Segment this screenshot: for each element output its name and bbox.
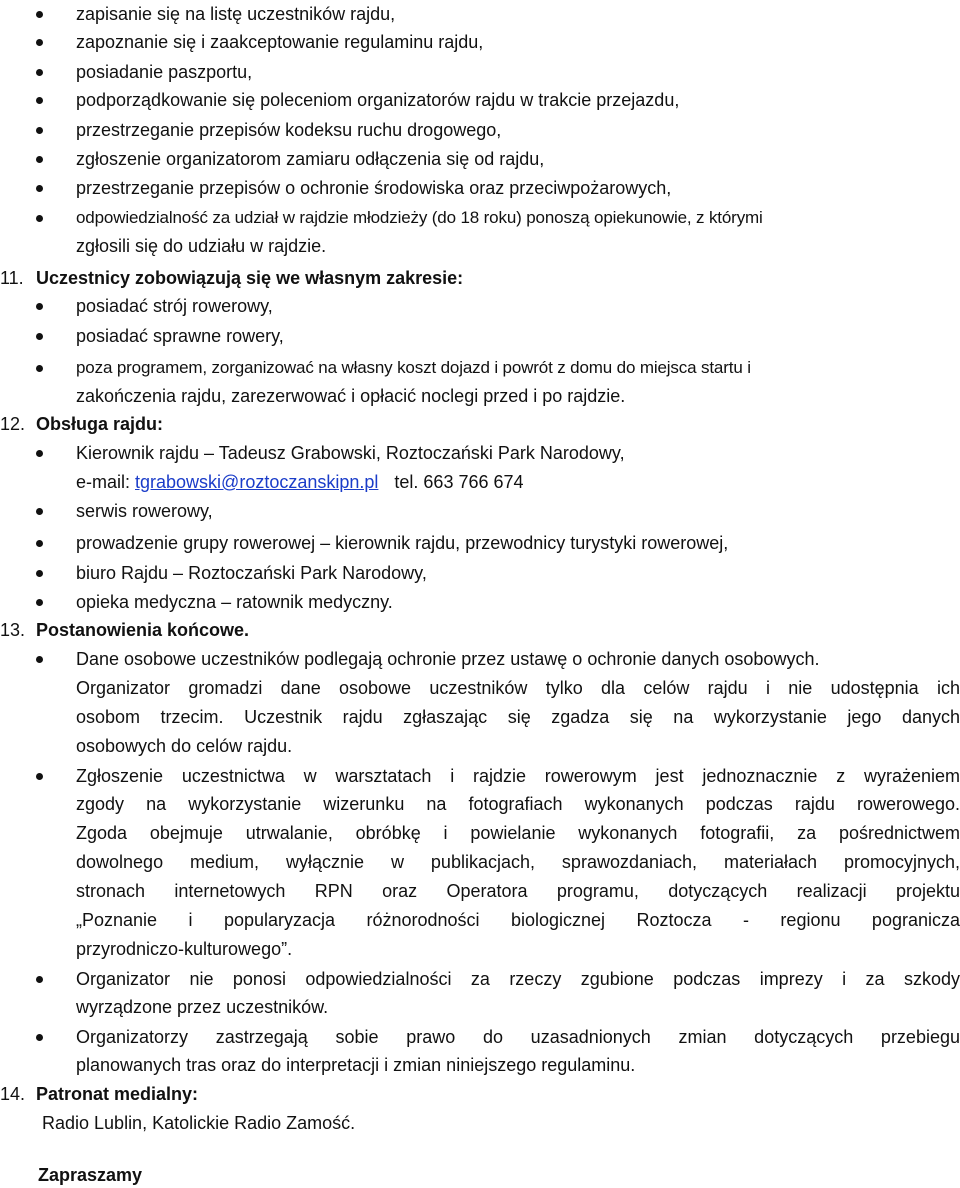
section-heading-13: 13. Postanowienia końcowe. — [0, 620, 250, 640]
bullet-icon — [36, 773, 43, 780]
bullet-icon — [36, 185, 43, 192]
bullet-icon — [36, 570, 43, 577]
bullet-icon — [36, 1034, 43, 1041]
bullet-icon — [36, 303, 43, 310]
bullet-icon — [36, 69, 43, 76]
bullet-icon — [36, 127, 43, 134]
section-heading-14: 14. Patronat medialny: — [0, 1084, 199, 1104]
bullet-icon — [36, 599, 43, 606]
document-page: zapisanie się na listę uczestników rajdu, zapoznanie się i zaakceptowanie regulaminu rajdu, posiadanie paszportu, podporządkowanie się poleceniom organizatorów rajdu w trakcie przejazdu, przestrzeganie przepisów kodeksu ruchu drogowego, zgłoszenie organizatorom zamiaru odłączenia się od rajdu, przestrzeganie przepisów o ochronie środowiska oraz przeciwpożarowych, odpowiedzialność za udział w rajdzie młodzieży (do 18 roku) ponoszą opiekunowie, z którymi zgłosili się do udziału w rajdzie. 11. Uczestnicy zobowiązują się we własnym zakresie: posiadać strój rowerowy, posiadać sprawne rowery, poza programem, zorganizować na własny koszt dojazd i powrót z domu do miejsca startu i zakończenia rajdu, zarezerwować i opłacić noclegi przed i po rajdzie. 12. Obsługa rajdu: Kierownik rajdu – Tadeusz Grabowski, Roztoczański Park Narodowy, e-mail: tgrabowski@roztoczanskipn.pl tel. 663 766 674 serwis rowerowy, prowadzenie grupy rowerowej – kierownik rajdu, przewodnicy turystyki rowerowej, biuro Rajdu – Roztoczański Park Narodowy, opieka medyczna – ratownik medyczny. 13. Postanowienia końcowe. Dane osobowe uczestników podlegają ochronie przez ustawę o ochronie danych osobowych. Organizator gromadzi dane osobowe uczestników tylko dla celów rajdu i nie udostępnia ich osobom trzecim. Uczestnik rajdu zgłaszając się zgadza się na wykorzystanie jego danych osobowych do celów rajdu. Zgłoszenie uczestnictwa w warsztatach i rajdzie rowerowym jest jednoznacznie z wyrażeniem zgody na wykorzystanie wizerunku na fotografiach wykonanych podczas rajdu rowerowego. Zgoda obejmuje utrwalanie, obróbkę i powielanie wykonanych fotografii, za pośrednictwem dowolnego medium, wyłącznie w publikacjach, sprawozdaniach, materiałach promocyjnych, stronach internetowych RPN oraz Operatora programu, dotyczących realizacji projektu „Poznanie i popularyzacja różnorodności biologicznej Roztocza - regionu pogranicza przyrodniczo-kulturowego”. Organizator nie ponosi odpowiedzialności za rzeczy zgubione podczas imprezy i za szkody wyrządzone przez uczestników. Organizatorzy zastrzegają sobie prawo do uzasadnionych zmian dotyczących przebiegu planowanych tras oraz do interpretacji i zmian niniejszego regulaminu. 14. Patronat medialny: Radio Lublin, Katolickie Radio Zamość. Zapraszamy — [0, 4, 960, 1185]
section-heading-11: 11. Uczestnicy zobowiązują się we własnym zakresie: — [0, 268, 464, 288]
bullet-icon — [36, 540, 43, 547]
bullet-icon — [36, 450, 43, 457]
email-link[interactable]: tgrabowski@roztoczanskipn.pl — [135, 472, 379, 492]
bullet-icon — [36, 365, 43, 372]
bullet-icon — [36, 156, 43, 163]
bullet-icon — [36, 508, 43, 515]
section-heading-12: 12. Obsługa rajdu: — [0, 414, 164, 434]
bullet-icon — [36, 11, 43, 18]
bullet-icon — [36, 39, 43, 46]
bullet-icon — [36, 215, 43, 222]
bullet-icon — [36, 656, 43, 663]
bullet-icon — [36, 97, 43, 104]
bullet-icon — [36, 333, 43, 340]
bullet-icon — [36, 976, 43, 983]
phone-number: tel. 663 766 674 — [394, 472, 524, 492]
